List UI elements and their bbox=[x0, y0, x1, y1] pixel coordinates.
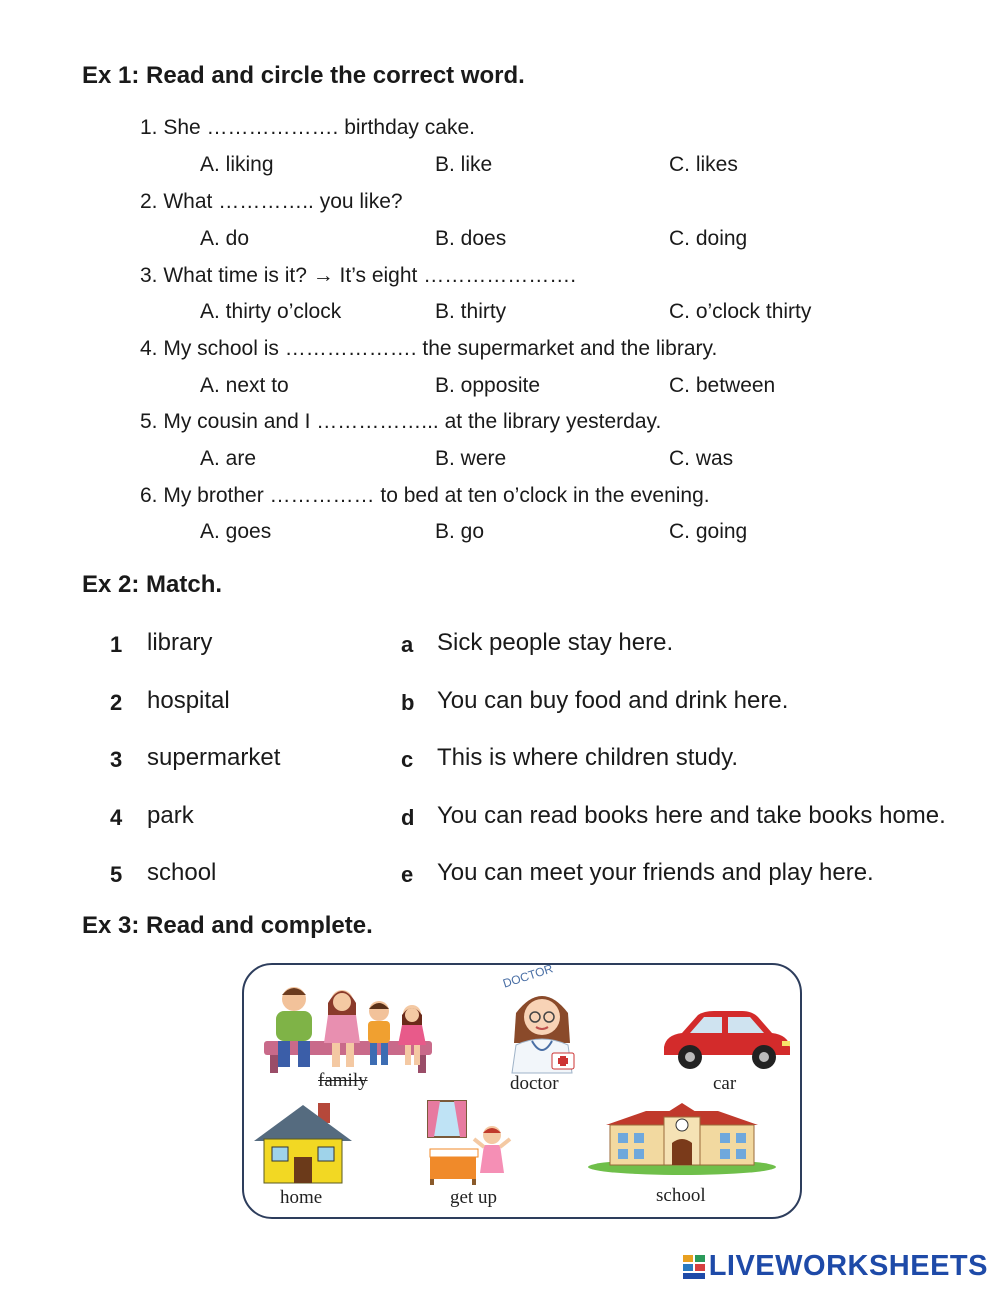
match-word-school[interactable]: school bbox=[147, 859, 217, 886]
label-school: school bbox=[656, 1185, 706, 1206]
match-definition-a[interactable]: Sick people stay here. bbox=[437, 629, 674, 656]
match-letter-e: e bbox=[401, 862, 414, 887]
option-2c[interactable]: C. doing bbox=[669, 227, 748, 250]
option-6a[interactable]: A. goes bbox=[200, 520, 272, 543]
match-word-hospital[interactable]: hospital bbox=[147, 687, 230, 714]
ex1-heading: Ex 1: Read and circle the correct word. bbox=[82, 62, 525, 89]
question-6: 6. My brother …………… to bed at ten o’clock in the evening. bbox=[140, 484, 710, 507]
match-definition-d[interactable]: You can read books here and take books home. bbox=[437, 802, 946, 829]
option-1b[interactable]: B. like bbox=[435, 153, 493, 176]
match-number-1: 1 bbox=[110, 632, 123, 657]
match-number-5: 5 bbox=[110, 862, 123, 887]
label-home: home bbox=[280, 1187, 323, 1208]
match-number-2: 2 bbox=[110, 690, 123, 715]
doctor-sign-text: DOCTOR bbox=[501, 961, 555, 991]
label-family: family bbox=[318, 1070, 368, 1091]
option-3b[interactable]: B. thirty bbox=[435, 300, 507, 323]
question-3: 3. What time is it? → It’s eight …………………. bbox=[140, 264, 577, 287]
label-doctor: doctor bbox=[510, 1073, 559, 1094]
label-car: car bbox=[713, 1073, 737, 1094]
option-4c[interactable]: C. between bbox=[669, 374, 776, 397]
label-get-up: get up bbox=[450, 1187, 497, 1208]
question-4: 4. My school is ………………. the supermarket and the library. bbox=[140, 337, 718, 360]
question-5: 5. My cousin and I ……………... at the library yesterday. bbox=[140, 410, 662, 433]
option-5c[interactable]: C. was bbox=[669, 447, 734, 470]
match-letter-c: c bbox=[401, 747, 414, 772]
match-definition-e[interactable]: You can meet your friends and play here. bbox=[437, 859, 874, 886]
option-6b[interactable]: B. go bbox=[435, 520, 485, 543]
ex2-heading: Ex 2: Match. bbox=[82, 571, 223, 598]
word-picture-box bbox=[242, 963, 802, 1219]
option-4a[interactable]: A. next to bbox=[200, 374, 289, 397]
option-5a[interactable]: A. are bbox=[200, 447, 257, 470]
match-number-4: 4 bbox=[110, 805, 123, 830]
match-word-supermarket[interactable]: supermarket bbox=[147, 744, 281, 771]
option-1c[interactable]: C. likes bbox=[669, 153, 738, 176]
option-3a[interactable]: A. thirty o’clock bbox=[200, 300, 342, 323]
option-2b[interactable]: B. does bbox=[435, 227, 507, 250]
liveworksheets-logo-icon bbox=[683, 1255, 705, 1279]
ex3-heading: Ex 3: Read and complete. bbox=[82, 912, 373, 939]
doctor-picture bbox=[496, 983, 588, 1075]
option-3c[interactable]: C. o’clock thirty bbox=[669, 300, 812, 323]
option-2a[interactable]: A. do bbox=[200, 227, 250, 250]
get-up-picture bbox=[424, 1099, 514, 1185]
match-definition-b[interactable]: You can buy food and drink here. bbox=[437, 687, 789, 714]
car-picture bbox=[658, 1007, 794, 1071]
question-2: 2. What ………….. you like? bbox=[140, 190, 403, 213]
match-definition-c[interactable]: This is where children study. bbox=[437, 744, 739, 771]
match-word-park[interactable]: park bbox=[147, 802, 194, 829]
match-letter-b: b bbox=[401, 690, 415, 715]
school-picture bbox=[586, 1103, 778, 1175]
option-4b[interactable]: B. opposite bbox=[435, 374, 541, 397]
match-number-3: 3 bbox=[110, 747, 123, 772]
match-letter-d: d bbox=[401, 805, 415, 830]
brand-name: LIVEWORKSHEETS bbox=[708, 1250, 988, 1282]
question-1: 1. She ………………. birthday cake. bbox=[140, 116, 475, 139]
liveworksheets-logo bbox=[683, 1250, 988, 1283]
match-letter-a: a bbox=[401, 632, 414, 657]
option-5b[interactable]: B. were bbox=[435, 447, 507, 470]
option-6c[interactable]: C. going bbox=[669, 520, 748, 543]
option-1a[interactable]: A. liking bbox=[200, 153, 274, 176]
family-picture bbox=[264, 981, 434, 1073]
match-word-library[interactable]: library bbox=[147, 629, 213, 656]
home-picture bbox=[252, 1101, 354, 1185]
